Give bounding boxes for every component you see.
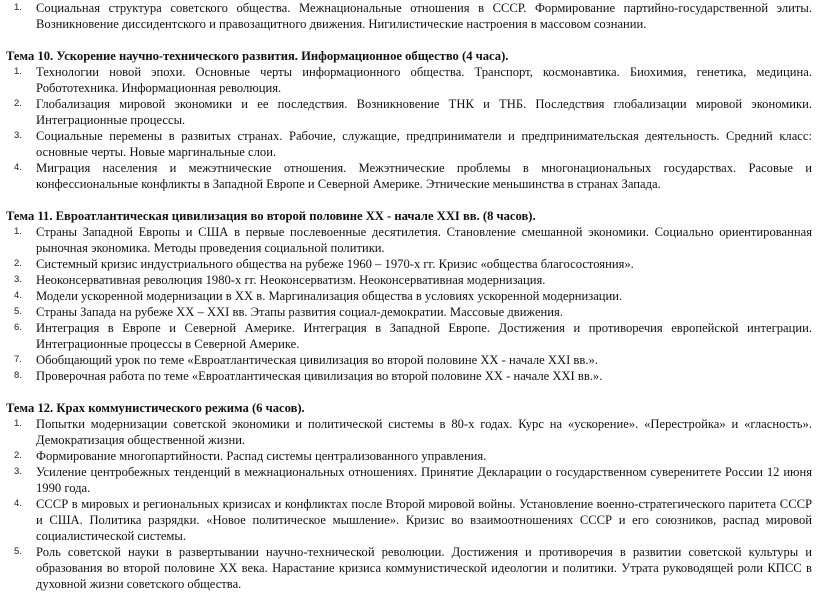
item-text: Обобщающий урок по теме «Евроатлантическая цивилизация во второй половине XX - начале XXI вв.».	[36, 353, 598, 367]
item-number: 4.	[14, 498, 22, 509]
item-text: Формирование многопартийности. Распад системы централизованного управления.	[36, 449, 487, 463]
list-item	[6, 320, 812, 352]
item-text: Попытки модернизации советской экономики и политической системы в 80-х годах. Курс на «ускорение». «Перестройка» и «гласность». Демократизация общественной жизни.	[36, 417, 812, 447]
list-item	[6, 464, 812, 496]
section-heading-12: Тема 12. Крах коммунистического режима (6 часов).	[6, 401, 305, 415]
document-body	[6, 0, 812, 592]
list-item	[6, 368, 812, 384]
list-item	[6, 96, 812, 128]
list-item	[6, 416, 812, 448]
item-number: 2.	[14, 258, 22, 269]
intro-list	[6, 0, 812, 32]
item-number: 5.	[14, 546, 22, 557]
item-text: СССР в мировых и региональных кризисах и конфликтах после Второй мировой войны. Установление военно-стратегического паритета СССР и США. Политика разрядки. «Новое политическое мышление». Кризис во взаимоотношениях СССР и его союзников, распад мировой социалистической системы.	[36, 497, 812, 543]
list-item	[6, 352, 812, 368]
item-number: 7.	[14, 354, 22, 365]
list-item	[6, 0, 812, 32]
item-number: 1.	[14, 418, 22, 429]
item-number: 2.	[14, 98, 22, 109]
item-text: Системный кризис индустриального общества на рубеже 1960 – 1970-х гг. Кризис «общества благосостояния».	[36, 257, 634, 271]
item-number: 5.	[14, 306, 22, 317]
list-item	[6, 304, 812, 320]
item-number: 3.	[14, 130, 22, 141]
section-list-11	[6, 224, 812, 384]
item-text: Модели ускоренной модернизации в XX в. Маргинализация общества в условиях ускоренной модернизации.	[36, 289, 623, 303]
item-text: Усиление центробежных тенденций в межнациональных отношениях. Принятие Декларации о государственном суверенитете России 12 июня 1990 года.	[36, 465, 812, 495]
list-item	[6, 496, 812, 544]
item-text: Проверочная работа по теме «Евроатлантическая цивилизация во второй половине XX - начале XXI вв.».	[36, 369, 603, 383]
list-item	[6, 272, 812, 288]
section-list-10	[6, 64, 812, 192]
item-text: Социальная структура советского общества. Межнациональные отношения в СССР. Формирование партийно-государственной элиты. Возникновение диссидентского и правозащитного движения. Нигилистические настроения в массовом сознании.	[36, 1, 812, 31]
section-heading-10: Тема 10. Ускорение научно-технического развития. Информационное общество (4 часа).	[6, 49, 509, 63]
item-text: Миграция населения и межэтнические отношения. Межэтнические проблемы в многонациональных государствах. Расовые и конфессиональные конфликты в Западной Европе и Северной Америке. Этнические меньшинства в странах Запада.	[36, 161, 812, 191]
item-number: 3.	[14, 274, 22, 285]
item-text: Страны Запада на рубеже XX – XXI вв. Этапы развития социал-демократии. Массовые движения.	[36, 305, 563, 319]
item-number: 1.	[14, 226, 22, 237]
list-item	[6, 64, 812, 96]
item-text: Глобализация мировой экономики и ее последствия. Возникновение ТНК и ТНБ. Последствия глобализации мировой экономики. Интеграционные процессы.	[36, 97, 812, 127]
section-list-12	[6, 416, 812, 592]
item-number: 1.	[14, 66, 22, 77]
item-number: 6.	[14, 322, 22, 333]
list-item	[6, 128, 812, 160]
item-text: Роль советской науки в развертывании научно-технической революции. Достижения и противоречия в развитии советской культуры и образования во второй половине XX века. Нарастание кризиса коммунистической идеологии и политики. Утрата руководящей роли КПСС в духовной жизни советского общества.	[36, 545, 812, 591]
item-text: Страны Западной Европы и США в первые послевоенные десятилетия. Становление смешанной экономики. Социально ориентированная рыночная экономика. Методы проведения социальной политики.	[36, 225, 812, 255]
item-number: 8.	[14, 370, 22, 381]
section-heading-11: Тема 11. Евроатлантическая цивилизация во второй половине XX - начале XXI вв. (8 часов).	[6, 209, 536, 223]
item-number: 4.	[14, 290, 22, 301]
list-item	[6, 544, 812, 592]
item-number: 2.	[14, 450, 22, 461]
list-item	[6, 288, 812, 304]
item-text: Социальные перемены в развитых странах. Рабочие, служащие, предприниматели и предпринимательская деятельность. Средний класс: основные черты. Новые маргинальные слои.	[36, 129, 812, 159]
list-item	[6, 160, 812, 192]
item-number: 1.	[14, 2, 22, 13]
list-item	[6, 256, 812, 272]
list-item	[6, 448, 812, 464]
item-text: Технологии новой эпохи. Основные черты информационного общества. Транспорт, космонавтика. Биохимия, генетика, медицина. Робототехника. Информационная революция.	[36, 65, 812, 95]
list-item	[6, 224, 812, 256]
item-number: 3.	[14, 466, 22, 477]
item-number: 4.	[14, 162, 22, 173]
item-text: Интеграция в Европе и Северной Америке. Интеграция в Западной Европе. Достижения и противоречия европейской интеграции. Интеграционные процессы в Северной Америке.	[36, 321, 812, 351]
item-text: Неоконсервативная революция 1980-х гг. Неоконсерватизм. Неоконсервативная модернизация.	[36, 273, 546, 287]
